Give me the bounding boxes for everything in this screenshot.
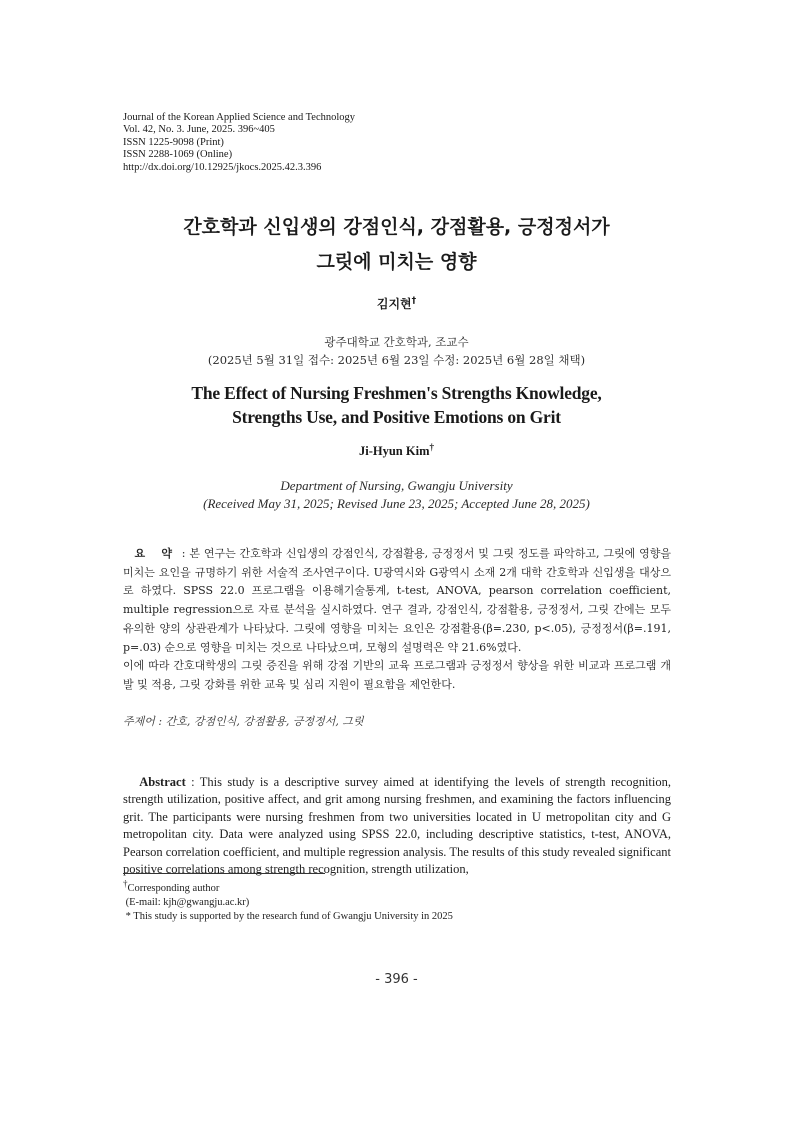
title-ko-line2: 그릿에 미치는 영향 — [316, 251, 477, 273]
keywords-korean: 주제어 : 간호, 강점인식, 강점활용, 긍정정서, 그릿 — [123, 715, 364, 728]
footnote-funding — [123, 910, 453, 924]
abstract-en-body: : This study is a descriptive survey aimed at identifying the levels of strength recognition, strength utilization, positive affect, and grit among nursing freshmen, and examining the factors influencing grit. The participants were nursing freshmen from two universities located in U metropolitan city and G metropolitan city. Data were analyzed using SPSS 22.0, including descriptive statistics, t-test, ANOVA, Pearson correlation coefficient, and multiple regression analysis. The results of this study revealed significant positive correlations among strength recognition, strength utilization, — [123, 775, 672, 877]
dagger-mark: † — [411, 296, 417, 306]
abstract-ko-body: : 본 연구는 간호학과 신입생의 강점인식, 강점활용, 긍정정서 및 그릿 정도를 파악하고, 그릿에 영향을 미치는 요인을 규명하기 위한 서술적 조사연구이다. U광역시와 G광역시 소재 2개 대학 간호학과 신입생을 대상으로 하였다. SPSS 22.0 프로그램을 이용해기술통계, t-test, ANOVA, pearson correlation coefficient, multiple regression으로 자료 분석을 실시하였다. 연구 결과, 강점인식, 강점활용, 긍정정서, 그릿 간에는 모두 유의한 양의 상관관계가 나타났다. 그릿에 영향을 미치는 요인은 강점활용(β=.230, p<.05), 긍정정서(β=.191, p=.03) 순으로 영향을 미치는 것으로 나타났으며, 모형의 설명력은 약 21.6%였다. — [123, 547, 671, 654]
doi-link[interactable]: http://dx.doi.org/10.12925/jkocs.2025.42.3.396 — [123, 161, 322, 173]
footnotes — [123, 878, 453, 924]
affiliation-korean — [0, 333, 793, 369]
abstract-en-lead: Abstract — [139, 775, 186, 789]
title-english — [0, 381, 793, 429]
corresponding-label: Corresponding author — [127, 883, 220, 894]
journal-volume: Vol. 42, No. 3. June, 2025. 396~405 — [123, 124, 275, 136]
footnote-email — [123, 896, 453, 910]
title-en-line2: Strengths Use, and Positive Emotions on Grit — [232, 407, 561, 427]
journal-info — [123, 112, 355, 174]
journal-name: Journal of the Korean Applied Science and Technology — [123, 112, 356, 123]
affiliation-ko: 광주대학교 간호학과, 조교수 — [324, 335, 469, 349]
abstract-korean — [123, 545, 671, 695]
author-en-name: Ji-Hyun Kim — [359, 444, 430, 458]
abstract-ko-body2: 이에 따라 간호대학생의 그릿 증진을 위해 강점 기반의 교육 프로그램과 긍정정서 향상을 위한 비교과 프로그램 개발 및 적용, 그릿 강화를 위한 교육 및 심리 지원이 필요함을 제언한다. — [123, 659, 671, 691]
footnote-rule — [123, 873, 325, 874]
dagger-footnote: † — [123, 878, 128, 889]
author-ko-name: 김지현 — [376, 297, 412, 311]
title-en-line1: The Effect of Nursing Freshmen's Strengths Knowledge, — [191, 383, 602, 403]
abstract-ko-para1 — [123, 545, 671, 657]
title-korean — [0, 210, 793, 280]
footnote-corresponding — [123, 878, 453, 896]
issn-print: ISSN 1225-9098 (Print) — [123, 136, 224, 148]
page-number: - 396 - — [375, 972, 418, 987]
author-korean — [0, 295, 793, 312]
dates-ko: (2025년 5월 31일 접수: 2025년 6월 23일 수정: 2025년 6월 28일 채택) — [207, 353, 586, 367]
author-english — [0, 441, 793, 459]
dagger-mark-en: † — [429, 441, 434, 452]
dates-en: (Received May 31, 2025; Revised June 23, 2025; Accepted June 28, 2025) — [203, 496, 590, 511]
funding-text: * This study is supported by the research fund of Gwangju University in 2025 — [125, 911, 453, 922]
issn-online: ISSN 2288-1069 (Online) — [123, 149, 233, 161]
abstract-english — [123, 774, 671, 878]
title-ko-line1: 간호학과 신입생의 강점인식, 강점활용, 긍정정서가 — [183, 216, 610, 238]
affiliation-english — [0, 477, 793, 513]
affiliation-en: Department of Nursing, Gwangju University — [280, 478, 513, 493]
email-text: (E-mail: kjh@gwangju.ac.kr) — [125, 897, 250, 908]
abstract-ko-lead: 요 약 — [134, 547, 178, 560]
